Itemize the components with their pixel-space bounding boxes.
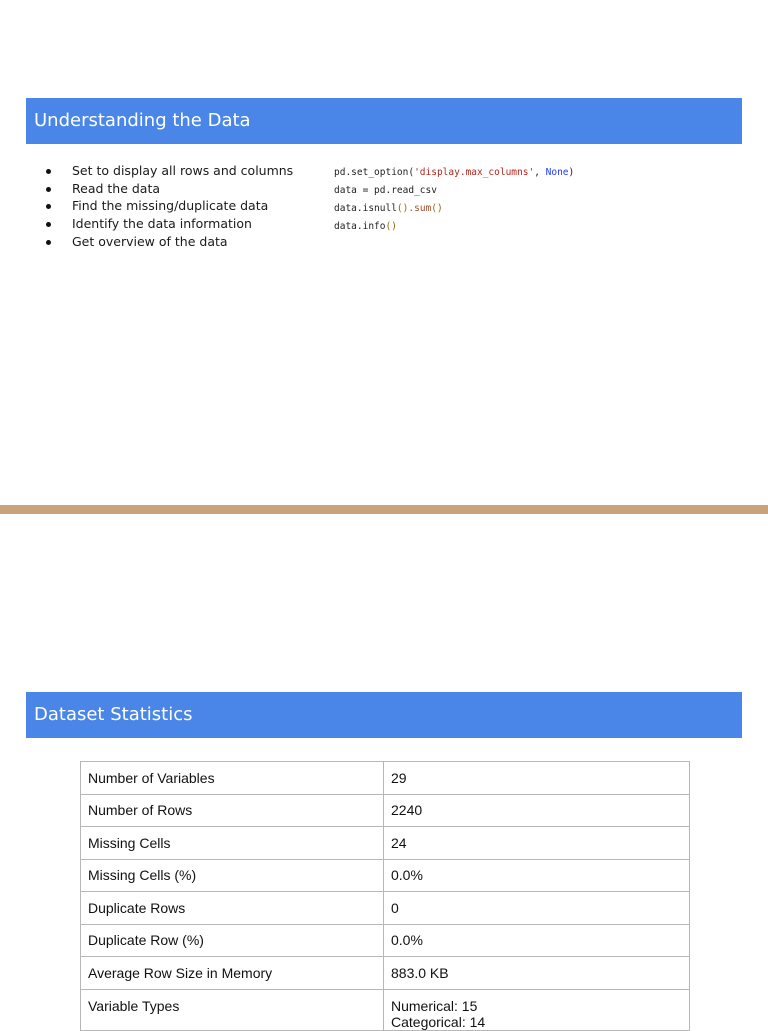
table-row: [81, 892, 690, 925]
table-row: [81, 762, 690, 795]
table-row: [81, 924, 690, 957]
stat-value: 883.0 KB: [384, 957, 690, 990]
statistics-table: [80, 761, 690, 1031]
code-line: [334, 202, 574, 220]
bullet-text: Set to display all rows and columns: [72, 163, 294, 178]
stat-label: Average Row Size in Memory: [81, 957, 384, 990]
code-token: ): [568, 167, 575, 178]
stat-value-line: Numerical: 15: [391, 997, 478, 1014]
code-block: [334, 166, 574, 238]
table-row: [81, 957, 690, 990]
stat-label: Number of Variables: [81, 762, 384, 795]
bullet-dot-icon: [46, 240, 51, 245]
table-row: [81, 859, 690, 892]
bullet-text: Get overview of the data: [72, 233, 228, 249]
stat-label: Missing Cells: [81, 827, 384, 860]
stat-value: 0.0%: [384, 859, 690, 892]
code-keyword: None: [545, 167, 569, 178]
slide-divider: [0, 505, 768, 514]
bullet-text: Read the data: [72, 180, 161, 196]
table-row: [81, 794, 690, 827]
stat-label: Duplicate Row (%): [81, 924, 384, 957]
code-token: (): [431, 203, 443, 214]
stat-value: 24: [384, 827, 690, 860]
slide-dataset-statistics: [0, 514, 768, 1030]
bullet-text: Identify the data information: [72, 216, 252, 232]
stat-label: Variable Types: [81, 989, 384, 1030]
code-token: data.info: [334, 221, 386, 232]
slide-title: Dataset Statistics: [26, 692, 742, 738]
bullet-text: Find the missing/duplicate data: [72, 198, 269, 214]
stat-value: 29: [384, 762, 690, 795]
code-token: data = pd.read_csv: [334, 185, 437, 196]
stat-value-line: Categorical: 14: [391, 1013, 486, 1030]
stat-value: 0: [384, 892, 690, 925]
code-token: data.isnull: [334, 203, 397, 214]
bullet-dot-icon: [46, 187, 51, 192]
code-token: (): [385, 221, 397, 232]
code-line: [334, 166, 574, 184]
code-line: [334, 184, 574, 202]
bullet-dot-icon: [46, 204, 51, 209]
code-token: ,: [534, 167, 546, 178]
bullet-dot-icon: [46, 222, 51, 227]
bullet-item: [46, 180, 293, 198]
bullet-item: [46, 197, 293, 215]
bullet-item: [46, 233, 293, 251]
code-token: (): [396, 203, 409, 214]
code-line: [334, 220, 574, 238]
bullet-dot-icon: [46, 169, 51, 174]
stat-label: Duplicate Rows: [81, 892, 384, 925]
bullet-list: [46, 162, 293, 250]
stat-value: 0.0%: [384, 924, 690, 957]
stat-label: Missing Cells (%): [81, 859, 384, 892]
stat-label: Number of Rows: [81, 794, 384, 827]
slide-understanding-data: [0, 0, 768, 505]
bullet-item: [46, 162, 293, 180]
code-string: 'display.max_columns': [414, 167, 535, 178]
bullet-item: [46, 215, 293, 233]
table-row: [81, 827, 690, 860]
slide-title: Understanding the Data: [26, 98, 742, 144]
code-method: .sum: [408, 203, 432, 214]
stat-value: 2240: [384, 794, 690, 827]
code-token: pd.set_option(: [334, 167, 415, 178]
